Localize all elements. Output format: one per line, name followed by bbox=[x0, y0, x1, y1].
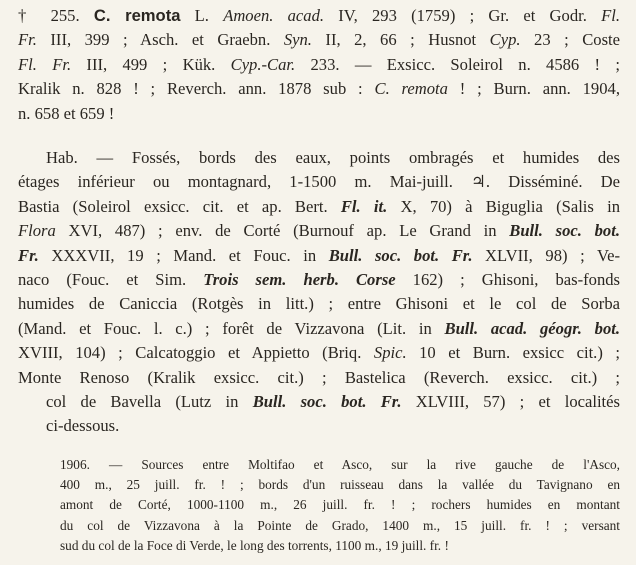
text-line bbox=[60, 536, 620, 556]
text-line bbox=[18, 414, 620, 438]
text-run: du col de Vizzavona à la Pointe de Grado, 1400 m., 15 juill. fr. ! ; versant bbox=[60, 517, 620, 533]
text-line bbox=[60, 516, 620, 536]
text-line bbox=[18, 317, 620, 341]
text-run: X, 70) à Biguglia (Salis in bbox=[387, 196, 620, 216]
text-run: L. bbox=[180, 6, 224, 25]
text-line bbox=[18, 219, 620, 243]
text-run: 233. — Exsicc. Soleirol n. 4586 ! ; bbox=[295, 54, 620, 74]
text-run: humides de Caniccia (Rotgès in litt.) ; entre Ghisoni et le col de Sorba bbox=[18, 294, 620, 314]
text-run: XXXVII, 19 ; Mand. et Fouc. in bbox=[38, 245, 329, 265]
text-run: III, 499 ; Kük. bbox=[71, 54, 231, 74]
text-run: (Mand. et Fouc. l. c.) ; forêt de Vizzavona (Lit. in bbox=[18, 318, 445, 338]
publication-title: Trois sem. herb. Corse bbox=[203, 270, 396, 290]
text-run: 1906. — Sources entre Moltifao et Asco, sur la rive gauche de l'Asco, bbox=[60, 457, 620, 472]
text-run: Kralik n. 828 ! ; Reverch. ann. 1878 sub : bbox=[18, 79, 375, 99]
collection-notes-paragraph bbox=[60, 455, 620, 556]
publication-title: Bull. soc. bot. bbox=[509, 221, 620, 241]
text-run: col de Bavella (Lutz in bbox=[46, 392, 253, 412]
publication-title: Spic. bbox=[373, 343, 407, 363]
text-run: XVI, 487) ; env. de Corté (Burnouf ap. Le Grand in bbox=[55, 221, 510, 241]
text-run: 400 m., 25 juill. fr. ! ; bords d'un ruisseau dans la vallée du Tavignano en bbox=[60, 477, 620, 493]
publication-title: Fr. bbox=[18, 245, 39, 265]
text-line bbox=[18, 77, 620, 101]
text-run: ! ; Burn. ann. 1904, bbox=[447, 79, 620, 99]
species-citation-paragraph bbox=[18, 4, 620, 126]
text-run: 23 ; Coste bbox=[520, 30, 621, 50]
text-run: XLVII, 98) ; Ve- bbox=[472, 245, 620, 265]
text-run: Hab. — Fossés, bords des eaux, points ombragés et humides des bbox=[46, 148, 620, 167]
text-run: 10 et Burn. exsicc cit.) ; bbox=[406, 343, 620, 363]
text-run: II, 2, 66 ; Husnot bbox=[311, 30, 490, 50]
text-line bbox=[18, 341, 620, 365]
publication-title: Flora bbox=[18, 221, 56, 241]
text-run: amont de Corté, 1000-1100 m., 26 juill. fr. ! ; rochers humides en montant bbox=[60, 497, 620, 513]
text-run: n. 658 et 659 ! bbox=[18, 103, 115, 123]
species-name-italic: C. remota bbox=[374, 79, 448, 99]
text-run: étages inférieur ou montagnard, 1-1500 m. Mai-juill. ♃. Disséminé. De bbox=[18, 172, 620, 192]
text-line bbox=[18, 390, 620, 414]
text-run: Monte Renoso (Kralik exsicc. cit.) ; Bastelica (Reverch. exsicc. cit.) ; bbox=[18, 367, 620, 387]
publication-title: Fl. Fr. bbox=[18, 54, 72, 74]
publication-title: Amoen. acad. bbox=[223, 6, 325, 25]
publication-title: Cyp. bbox=[489, 30, 521, 50]
text-run: † 255. bbox=[18, 6, 94, 25]
text-line bbox=[18, 146, 620, 170]
publication-title: Bull. soc. bot. Fr. bbox=[328, 245, 473, 265]
text-line bbox=[18, 4, 620, 28]
text-run: XVIII, 104) ; Calcatoggio et Appietto (Briq. bbox=[18, 343, 374, 363]
text-run: IV, 293 (1759) ; Gr. et Godr. bbox=[324, 6, 602, 25]
text-line bbox=[18, 244, 620, 268]
publication-title: Bull. acad. géogr. bot. bbox=[444, 318, 620, 338]
publication-title: Cyp.-Car. bbox=[230, 54, 296, 74]
text-line bbox=[18, 292, 620, 316]
text-line bbox=[60, 495, 620, 515]
text-line bbox=[60, 475, 620, 495]
text-run: ci-dessous. bbox=[46, 416, 120, 436]
text-line bbox=[18, 170, 620, 194]
text-run: 162) ; Ghisoni, bas-fonds bbox=[395, 270, 621, 290]
publication-title: Fr. bbox=[18, 30, 37, 50]
text-run: sud du col de la Foce di Verde, le long des torrents, 1100 m., 19 juill. fr. ! bbox=[60, 537, 449, 553]
species-name: C. remota bbox=[93, 6, 181, 25]
text-run: III, 399 ; Asch. et Graebn. bbox=[36, 30, 284, 50]
text-line bbox=[60, 455, 620, 475]
text-run: naco (Fouc. et Sim. bbox=[18, 270, 204, 290]
text-line bbox=[18, 102, 620, 126]
publication-title: Fl. bbox=[601, 6, 621, 25]
text-line bbox=[18, 366, 620, 390]
publication-title: Bull. soc. bot. Fr. bbox=[252, 392, 402, 412]
habitat-paragraph bbox=[18, 146, 620, 439]
text-run: XLVIII, 57) ; et localités bbox=[401, 392, 620, 412]
text-line bbox=[18, 195, 620, 219]
text-line bbox=[18, 268, 620, 292]
publication-title: Fl. it. bbox=[340, 196, 388, 216]
text-run: Bastia (Soleirol exsicc. cit. et ap. Bert. bbox=[18, 196, 341, 216]
publication-title: Syn. bbox=[283, 30, 312, 50]
text-line bbox=[18, 28, 620, 52]
text-line bbox=[18, 53, 620, 77]
